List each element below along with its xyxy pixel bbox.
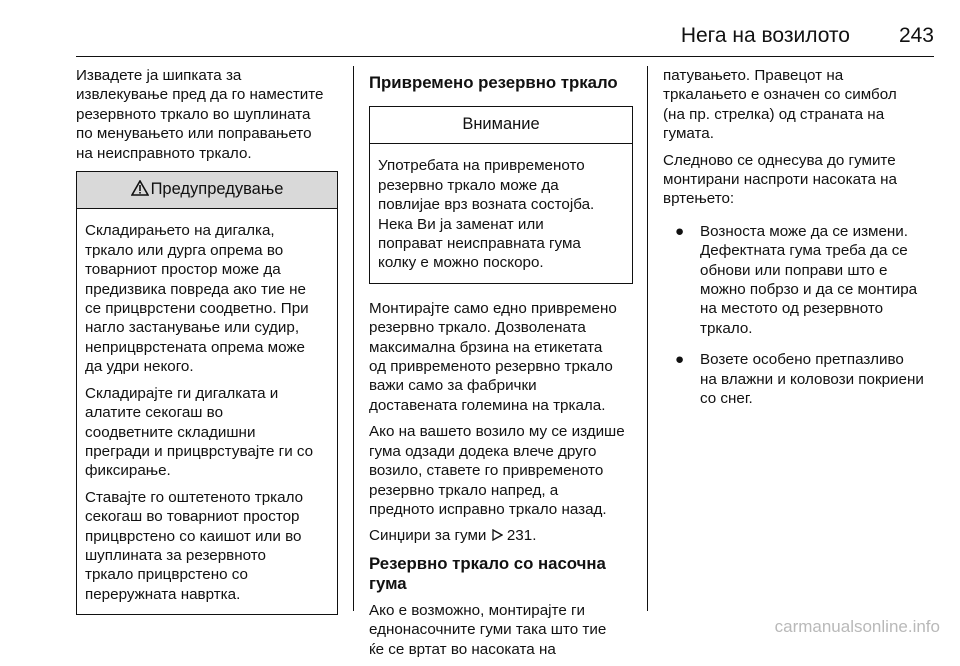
text-line: резервно тркало. Дозволената — [369, 319, 586, 337]
notice-paragraph — [378, 156, 624, 272]
column-1 — [76, 66, 338, 615]
notice-body — [370, 144, 632, 282]
text-line: Монтирајте само едно привремено — [369, 299, 617, 317]
warning-header — [77, 172, 337, 209]
list-item — [663, 350, 935, 408]
warning-paragraph — [85, 488, 329, 604]
text-line: можно побрзо и да се монтира — [700, 281, 918, 299]
bullet-icon: ● — [675, 351, 685, 369]
column-divider — [353, 66, 354, 611]
text-line: прегради и прицврстувајте ги со — [85, 442, 314, 460]
text-line: Употребата на привременото — [378, 157, 585, 175]
text-line: алатите секогаш во — [85, 404, 224, 422]
text-line: важи само за фабрички — [369, 377, 537, 395]
text-line: (на пр. стрелка) од страната на — [663, 105, 885, 123]
text-line: со снег. — [700, 390, 753, 408]
text-line: нагло застанување или судир, — [85, 319, 300, 337]
text-line: тркалањето е означен со симбол — [663, 86, 897, 104]
text-line: монтирани наспроти насоката на — [663, 171, 897, 189]
warning-triangle-icon — [131, 180, 149, 196]
xref-page: 231. — [506, 527, 537, 545]
body-paragraph — [369, 422, 633, 519]
text-line: се прицврстени соодветно. При — [85, 300, 309, 318]
text-line: поправат неисправната гума — [378, 235, 581, 253]
text-line: гума — [369, 573, 407, 593]
text-line: гума одзади додека влече друго — [369, 442, 597, 460]
notice-header — [370, 107, 632, 144]
bullet-icon: ● — [675, 222, 685, 240]
notice-box — [369, 106, 633, 284]
text-line: патувањето. Правецот на — [663, 67, 844, 84]
text-line: тркало или дурга опрема во — [85, 241, 284, 259]
page-number: 243 — [898, 24, 934, 47]
text-line: соодветните складишни — [85, 423, 256, 441]
text-line: еднонасочните гуми така што тие — [369, 621, 607, 639]
header-title: Нега на возилото — [680, 24, 850, 47]
text-line: на влажни и коловози покриени — [700, 370, 924, 388]
text-line: доставената големина на тркала. — [369, 396, 606, 414]
column-2 — [369, 66, 633, 666]
text-line: фиксирање. — [85, 462, 171, 480]
body-paragraph — [369, 299, 633, 415]
page-reference-icon — [491, 529, 503, 541]
list-item — [663, 222, 935, 338]
text-line: на неисправното тркало. — [76, 144, 252, 162]
text-line: по менувањето или поправањето — [76, 125, 312, 143]
text-line: гумата. — [663, 125, 714, 143]
text-line: прицврстено со каишот или во — [85, 527, 302, 545]
text-line: переружната навртка. — [85, 585, 241, 603]
subsection-title — [369, 554, 633, 594]
text-line: да удри некого. — [85, 358, 194, 376]
text-line: резервно тркало напред, а — [369, 481, 559, 499]
warning-paragraph — [85, 221, 329, 376]
text-line: Возноста може да се измени. — [700, 222, 909, 240]
text-line: тркало. — [700, 319, 753, 337]
text-line: Возете особено претпазливо — [700, 351, 904, 369]
warning-title: Предупредување — [150, 180, 284, 199]
text-line: товарниот простор може да — [85, 261, 281, 279]
page-header — [0, 0, 960, 60]
text-line: резервното тркало во шуплината — [76, 105, 311, 123]
text-line: Ако на вашето возило му се издише — [369, 423, 625, 441]
text-line: предното исправно тркало назад. — [369, 500, 607, 518]
warning-box — [76, 171, 338, 615]
header-rule — [76, 56, 934, 57]
text-line: шуплината за резервното — [85, 546, 266, 564]
text-line: на местото од резервното — [700, 300, 884, 318]
text-line: предизвика повреда ако тие не — [85, 280, 306, 298]
text-line: колку е можно поскоро. — [378, 254, 544, 272]
text-line: Нека Ви ја заменат или — [378, 215, 544, 233]
column-3 — [663, 66, 935, 417]
cross-reference[interactable] — [369, 526, 633, 545]
text-line: тркало прицврстено со — [85, 566, 248, 584]
warning-body — [77, 209, 337, 614]
watermark: carmanualsonline.info — [774, 617, 940, 636]
text-line: извлекување пред да го наместите — [76, 86, 324, 104]
text-line: Складирањето на дигалка, — [85, 222, 275, 240]
body-paragraph — [369, 601, 633, 659]
xref-text: Синџири за гуми — [369, 527, 487, 545]
text-line: од привременото резервно тркало — [369, 358, 613, 376]
text-line: Извадете ја шипката за — [76, 67, 242, 84]
text-line: секогаш во товарниот простор — [85, 508, 300, 526]
text-line: Следново се однесува до гумите — [663, 151, 896, 169]
text-line: вртењето: — [663, 190, 735, 208]
column-divider — [647, 66, 648, 611]
text-line: Дефектната гума треба да се — [700, 242, 908, 260]
text-line: Резервно тркало со насочна — [369, 553, 606, 573]
intro-paragraph — [76, 66, 338, 163]
text-line: возило, ставете го привременото — [369, 462, 604, 480]
section-title: Привремено резервно тркало — [369, 73, 618, 92]
text-line: повлијае врз возната состојба. — [378, 196, 595, 214]
body-paragraph — [663, 151, 935, 209]
text-line: обнови или поправи што е — [700, 261, 888, 279]
text-line: максимална брзина на етикетата — [369, 338, 603, 356]
notice-title: Внимание — [462, 115, 540, 133]
text-line: Ако е возможно, монтирајте ги — [369, 601, 586, 619]
body-paragraph — [663, 66, 935, 144]
text-line: ќе се вртат во насоката на — [369, 640, 556, 658]
text-line: неприцврстената опрема може — [85, 338, 305, 356]
text-line: резервно тркало може да — [378, 176, 559, 194]
text-line: Ставајте го оштетеното тркало — [85, 488, 304, 506]
text-line: Складирајте ги дигалката и — [85, 384, 279, 402]
warning-paragraph — [85, 384, 329, 481]
